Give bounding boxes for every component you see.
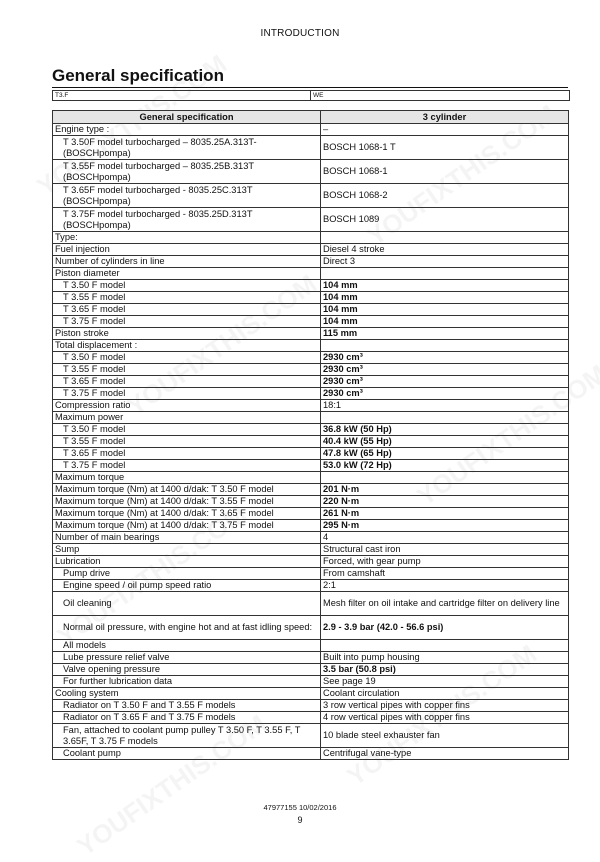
table-row [53,400,569,412]
table-row [53,580,569,592]
spec-value: 104 mm [321,292,569,304]
table-row [53,232,569,244]
spec-value: 2:1 [321,580,569,592]
table-row [53,436,569,448]
spec-label: Total displacement : [53,340,321,352]
spec-value: From camshaft [321,568,569,580]
spec-label: Valve opening pressure [53,664,321,676]
spec-label: Engine speed / oil pump speed ratio [53,580,321,592]
table-row [53,376,569,388]
spec-value: – [321,124,569,136]
spec-value [321,412,569,424]
spec-value: BOSCH 1068-1 [321,160,569,184]
spec-value: 3 row vertical pipes with copper fins [321,700,569,712]
spec-label: Sump [53,544,321,556]
spec-value: Structural cast iron [321,544,569,556]
table-row [53,160,569,184]
page-title: General specification [52,66,224,85]
spec-label: T 3.55 F model [53,364,321,376]
spec-value [321,232,569,244]
table-row [53,556,569,568]
spec-value: 104 mm [321,304,569,316]
spec-value: Forced, with gear pump [321,556,569,568]
spec-label: T 3.65 F model [53,304,321,316]
spec-value: 10 blade steel exhauster fan [321,724,569,748]
spec-label: Lubrication [53,556,321,568]
specification-table [52,110,569,760]
spec-value: 2930 cm³ [321,352,569,364]
table-row [53,700,569,712]
spec-label: All models [53,640,321,652]
spec-label: Lube pressure relief valve [53,652,321,664]
spec-label: Radiator on T 3.65 F and T 3.75 F models [53,712,321,724]
spec-label: Maximum torque (Nm) at 1400 d/dak: T 3.65 F model [53,508,321,520]
spec-value: 47.8 kW (65 Hp) [321,448,569,460]
table-row [53,688,569,700]
table-row [53,448,569,460]
spec-label: T 3.75F model turbocharged - 8035.25D.313T (BOSCHpompa) [53,208,321,232]
table-row [53,208,569,232]
spec-value: Built into pump housing [321,652,569,664]
table-row [53,676,569,688]
table-row [53,364,569,376]
table-row [53,532,569,544]
spec-label: Maximum power [53,412,321,424]
spec-label: T 3.50 F model [53,424,321,436]
spec-value [321,640,569,652]
spec-label: T 3.55F model turbocharged – 8035.25B.313T (BOSCHpompa) [53,160,321,184]
spec-label: Normal oil pressure, with engine hot and at fast idling speed: [53,616,321,640]
table-row [53,136,569,160]
column-header-spec: General specification [53,111,321,124]
table-row [53,508,569,520]
table-row [53,424,569,436]
spec-value: 220 N·m [321,496,569,508]
spec-value: Diesel 4 stroke [321,244,569,256]
table-row [53,496,569,508]
spec-value: 36.8 kW (50 Hp) [321,424,569,436]
table-row [53,592,569,616]
spec-label: Fuel injection [53,244,321,256]
region-code: WE [313,92,324,99]
document-number: 47977155 10/02/2016 [263,803,337,812]
spec-value: 261 N·m [321,508,569,520]
table-row [53,412,569,424]
spec-label: T 3.75 F model [53,388,321,400]
table-row [53,328,569,340]
spec-value: 4 [321,532,569,544]
spec-value: 3.5 bar (50.8 psi) [321,664,569,676]
spec-label: T 3.75 F model [53,460,321,472]
table-row [53,748,569,760]
spec-label: Piston diameter [53,268,321,280]
spec-label: T 3.50F model turbocharged – 8035.25A.313T-(BOSCHpompa) [53,136,321,160]
page-header: INTRODUCTION [260,28,340,39]
spec-value: Centrifugal vane-type [321,748,569,760]
table-row [53,664,569,676]
spec-value: 115 mm [321,328,569,340]
table-row [53,280,569,292]
spec-value: 2930 cm³ [321,376,569,388]
table-row [53,460,569,472]
spec-value: BOSCH 1068-1 T [321,136,569,160]
table-row [53,616,569,640]
spec-label: Number of main bearings [53,532,321,544]
spec-label: T 3.75 F model [53,316,321,328]
spec-value: 18:1 [321,400,569,412]
table-row [53,652,569,664]
spec-value [321,472,569,484]
spec-label: T 3.50 F model [53,352,321,364]
spec-label: Maximum torque [53,472,321,484]
spec-value: Mesh filter on oil intake and cartridge filter on delivery line [321,592,569,616]
spec-label: Piston stroke [53,328,321,340]
table-row [53,640,569,652]
spec-label: Fan, attached to coolant pump pulley T 3.50 F, T 3.55 F, T 3.65F, T 3.75 F models [53,724,321,748]
table-row [53,268,569,280]
spec-label: Compression ratio [53,400,321,412]
table-row [53,388,569,400]
table-row [53,292,569,304]
spec-label: For further lubrication data [53,676,321,688]
column-header-cylinder: 3 cylinder [321,111,569,124]
title-rule [52,87,568,88]
page-number: 9 [297,815,303,825]
spec-value: BOSCH 1089 [321,208,569,232]
table-row [53,724,569,748]
table-row [53,340,569,352]
spec-value: 2.9 - 3.9 bar (42.0 - 56.6 psi) [321,616,569,640]
spec-value [321,340,569,352]
spec-label: T 3.65F model turbocharged - 8035.25C.313T (BOSCHpompa) [53,184,321,208]
table-row [53,472,569,484]
spec-label: Maximum torque (Nm) at 1400 d/dak: T 3.50 F model [53,484,321,496]
spec-value: 201 N·m [321,484,569,496]
spec-label: Maximum torque (Nm) at 1400 d/dak: T 3.55 F model [53,496,321,508]
table-row [53,184,569,208]
spec-label: Maximum torque (Nm) at 1400 d/dak: T 3.75 F model [53,520,321,532]
model-code: T3.F [53,91,311,100]
model-subtable [52,90,570,101]
specification-body [53,124,569,760]
spec-label: Engine type : [53,124,321,136]
table-header-row [53,111,569,124]
table-row [53,520,569,532]
spec-label: T 3.55 F model [53,292,321,304]
spec-value: 295 N·m [321,520,569,532]
spec-value: 104 mm [321,316,569,328]
table-row [53,352,569,364]
spec-label: Oil cleaning [53,592,321,616]
spec-value [321,268,569,280]
spec-value: 2930 cm³ [321,388,569,400]
table-row [53,124,569,136]
spec-label: Number of cylinders in line [53,256,321,268]
spec-label: T 3.55 F model [53,436,321,448]
table-row [53,568,569,580]
spec-label: Radiator on T 3.50 F and T 3.55 F models [53,700,321,712]
spec-label: T 3.65 F model [53,448,321,460]
table-row [53,244,569,256]
spec-value: 2930 cm³ [321,364,569,376]
spec-value: 53.0 kW (72 Hp) [321,460,569,472]
spec-value: See page 19 [321,676,569,688]
spec-value: BOSCH 1068-2 [321,184,569,208]
spec-value: 40.4 kW (55 Hp) [321,436,569,448]
spec-value: 104 mm [321,280,569,292]
spec-label: T 3.50 F model [53,280,321,292]
spec-label: Coolant pump [53,748,321,760]
table-row [53,544,569,556]
table-row [53,712,569,724]
spec-label: T 3.65 F model [53,376,321,388]
spec-label: Cooling system [53,688,321,700]
spec-label: Pump drive [53,568,321,580]
table-row [53,256,569,268]
table-row [53,304,569,316]
table-row [53,484,569,496]
spec-label: Type: [53,232,321,244]
spec-value: Direct 3 [321,256,569,268]
spec-value: 4 row vertical pipes with copper fins [321,712,569,724]
table-row [53,316,569,328]
spec-value: Coolant circulation [321,688,569,700]
